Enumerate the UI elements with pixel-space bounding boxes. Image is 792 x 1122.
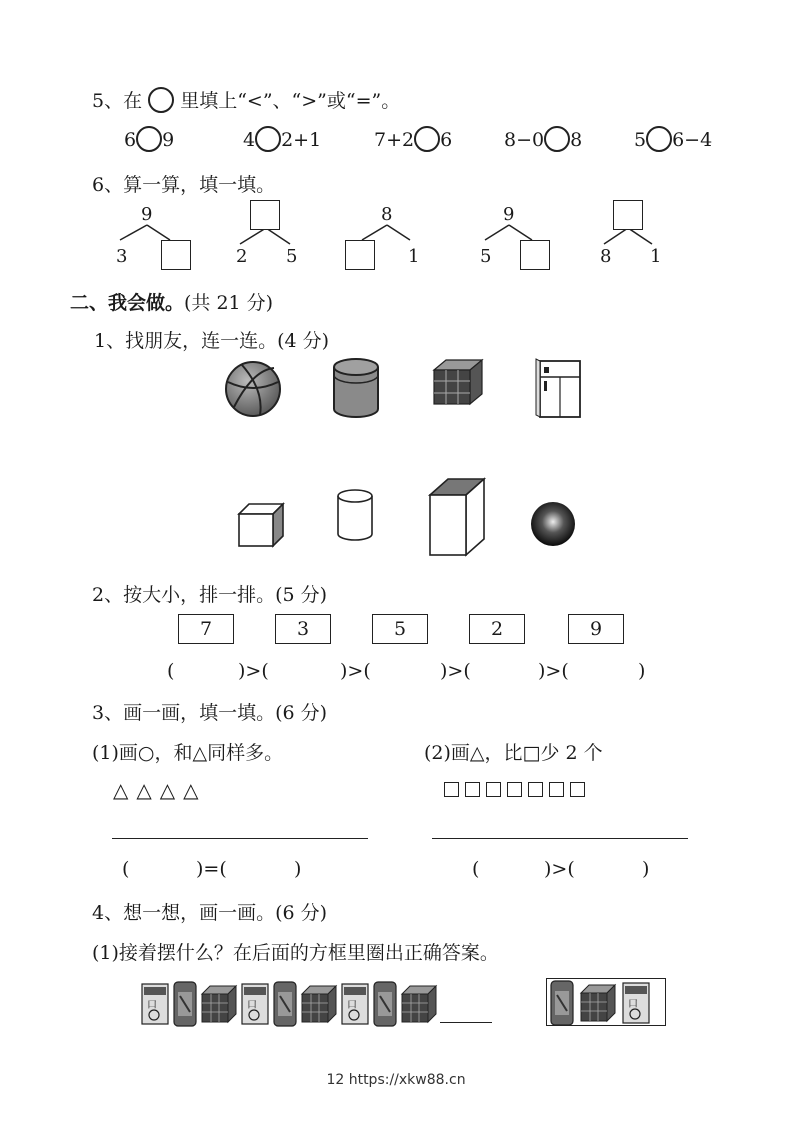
- number-card: 7: [178, 614, 234, 644]
- q5-item-4: 8−0 8: [504, 126, 582, 152]
- answer-circle[interactable]: [646, 126, 672, 152]
- triangle-icon: △: [159, 778, 176, 802]
- choice-svg: [547, 979, 663, 1023]
- square-icon: [549, 782, 564, 797]
- square-icon: [528, 782, 543, 797]
- svg-text:口: 口: [628, 999, 638, 1010]
- svg-text:口: 口: [147, 1000, 157, 1011]
- book-icon: [142, 984, 168, 1024]
- number-card: 2: [469, 614, 525, 644]
- drawing-line-right[interactable]: [432, 838, 688, 839]
- answer-box[interactable]: [161, 240, 191, 270]
- square-row: [444, 782, 591, 801]
- q5-item-5: 5 6−4: [634, 126, 712, 152]
- book-icon: [623, 983, 649, 1023]
- circle-icon: [148, 87, 174, 113]
- answer-box[interactable]: [613, 200, 643, 230]
- number-card: 9: [568, 614, 624, 644]
- can-icon: [374, 982, 396, 1026]
- choice-box[interactable]: [546, 978, 666, 1026]
- p3-right-label: (2)画△，比□少 2 个: [424, 742, 603, 764]
- q5-title: 5、在 里填上“<”、“>”或“=”。: [92, 86, 400, 113]
- answer-circle[interactable]: [544, 126, 570, 152]
- triangle-row: [113, 778, 207, 802]
- answer-circle[interactable]: [255, 126, 281, 152]
- answer-circle[interactable]: [414, 126, 440, 152]
- q5-item-2: 4 2+1: [243, 126, 321, 152]
- svg-text:口: 口: [347, 1000, 357, 1011]
- p1-title: 1、找朋友，连一连。(4 分): [94, 330, 330, 352]
- svg-text:口: 口: [247, 1000, 257, 1011]
- rubiks-cube-icon: [581, 985, 615, 1021]
- triangle-icon: △: [183, 778, 199, 802]
- blank-line[interactable]: [440, 1022, 492, 1023]
- q5-item-3: 7+2 6: [374, 126, 452, 152]
- number-card: 5: [372, 614, 428, 644]
- square-icon: [486, 782, 501, 797]
- can-icon: [174, 982, 196, 1026]
- p4-title: 4、想一想，画一画。(6 分): [92, 902, 328, 924]
- number-card: 3: [275, 614, 331, 644]
- can-icon: [551, 981, 573, 1025]
- p4-sub: (1)接着摆什么？在后面的方框里圈出正确答案。: [92, 942, 499, 964]
- section-title: 二、我会做。(共 21 分): [70, 292, 274, 314]
- q5-item-1: 6 9: [124, 126, 174, 152]
- square-icon: [465, 782, 480, 797]
- p3-left-label: (1)画○，和△同样多。: [92, 742, 284, 764]
- triangle-icon: △: [113, 778, 129, 802]
- triangle-icon: △: [136, 778, 152, 802]
- answer-circle[interactable]: [136, 126, 162, 152]
- q6-title: 6、算一算，填一填。: [92, 174, 276, 196]
- rubiks-cube-icon: [302, 986, 336, 1022]
- p3-title: 3、画一画，填一填。(6 分): [92, 702, 328, 724]
- footer: 12 https://xkw88.cn: [326, 1072, 466, 1088]
- book-icon: [242, 984, 268, 1024]
- can-icon: [274, 982, 296, 1026]
- rubiks-cube-icon: [202, 986, 236, 1022]
- book-icon: [342, 984, 368, 1024]
- answer-box[interactable]: [520, 240, 550, 270]
- answer-box[interactable]: [250, 200, 280, 230]
- answer-box[interactable]: [345, 240, 375, 270]
- p2-title: 2、按大小，排一排。(5 分): [92, 584, 328, 606]
- drawing-line-left[interactable]: [112, 838, 368, 839]
- square-icon: [570, 782, 585, 797]
- pattern-sequence-svg: [142, 980, 432, 1028]
- square-icon: [507, 782, 522, 797]
- rubiks-cube-icon: [402, 986, 436, 1022]
- square-icon: [444, 782, 459, 797]
